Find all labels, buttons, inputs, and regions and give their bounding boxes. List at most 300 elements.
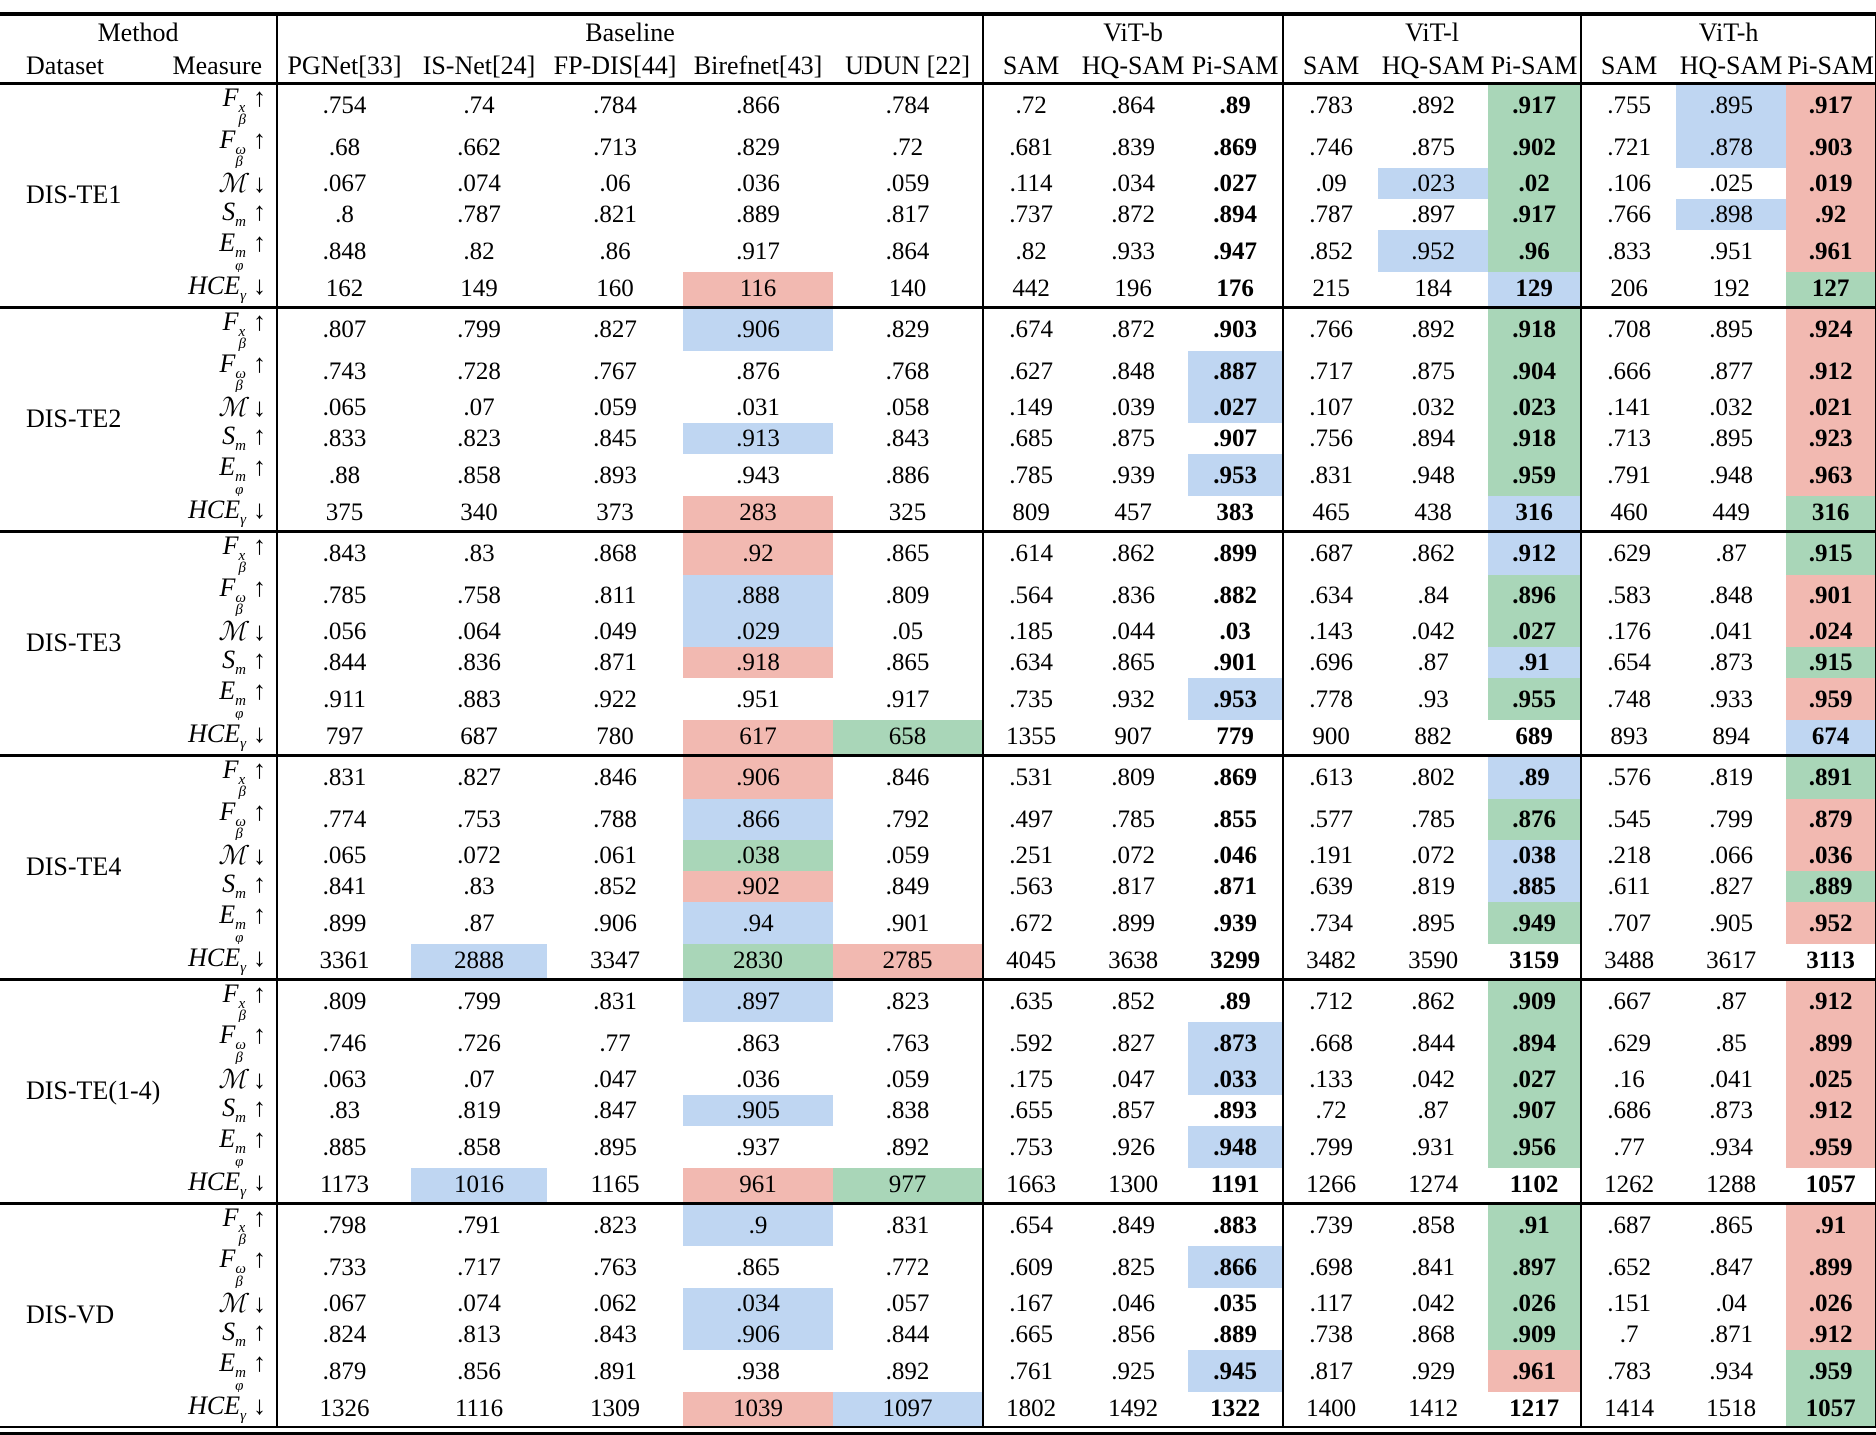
group-header-vit-l: ViT-l [1283, 14, 1581, 50]
dataset-label: DIS-TE(1-4) [0, 979, 161, 1203]
measure-subscript: γ [240, 1408, 247, 1425]
metric-cell: .766 [1607, 201, 1651, 229]
measure-superscript: x [238, 995, 246, 1012]
column-header: HQ-SAM [1078, 50, 1188, 84]
metric-cell: .743 [322, 357, 367, 385]
metric-cell: 340 [460, 499, 498, 527]
metric-cell: .952 [1378, 230, 1488, 272]
metric-cell: .875 [1111, 425, 1155, 453]
metric-cell: .049 [593, 618, 637, 646]
metric-cell: 1288 [1706, 1171, 1757, 1199]
up-arrow-icon: ↑ [253, 574, 267, 602]
metric-cell: .784 [833, 84, 983, 127]
metric-cell: .831 [833, 1203, 983, 1246]
up-arrow-icon: ↑ [253, 1022, 267, 1050]
up-arrow-icon: ↑ [253, 678, 267, 706]
metric-cell: .878 [1676, 127, 1786, 169]
metric-cell: .91 [1786, 1203, 1876, 1246]
metric-cell: .873 [1188, 1022, 1283, 1064]
measure-symbol: ℳ [218, 168, 247, 198]
table-row [0, 496, 1876, 532]
metric-cell: .831 [277, 755, 411, 798]
measure-scripts [235, 1263, 246, 1288]
measure-label [161, 392, 277, 423]
metric-cell: 3617 [1706, 947, 1757, 975]
metric-cell: .072 [457, 842, 501, 870]
metric-cell: .807 [277, 307, 411, 350]
metric-cell: .915 [1786, 531, 1876, 574]
metric-cell: .92 [1786, 199, 1876, 230]
metric-cell: .191 [1309, 842, 1353, 870]
metric-cell: .833 [1607, 237, 1651, 265]
measure-scripts [235, 1039, 246, 1064]
measure-subscript: β [238, 560, 247, 575]
metric-cell: .83 [463, 873, 495, 901]
up-arrow-icon: ↑ [253, 979, 267, 1008]
metric-cell: .592 [1009, 1029, 1053, 1057]
metric-cell: .925 [1111, 1357, 1155, 1385]
measure-label [161, 944, 277, 980]
metric-cell: 882 [1414, 723, 1452, 751]
up-arrow-icon: ↑ [253, 199, 267, 227]
metric-cell: .844 [833, 1319, 983, 1350]
metric-cell: .844 [322, 649, 367, 677]
metric-cell: 196 [1114, 275, 1152, 303]
measure-subscript: φ [235, 929, 244, 944]
measure-scripts [235, 695, 246, 720]
metric-cell: .819 [1411, 873, 1455, 901]
metric-cell: .107 [1309, 394, 1353, 422]
measure-label [161, 454, 277, 496]
metric-cell: .044 [1111, 618, 1155, 646]
metric-cell: 2830 [683, 944, 833, 980]
measure-label [161, 678, 277, 720]
column-header: FP-DIS[44] [547, 50, 683, 84]
column-header: IS-Net[24] [411, 50, 547, 84]
bottom-rule [0, 1432, 1876, 1435]
table-row [0, 1319, 1876, 1350]
measure-symbol: F [219, 350, 236, 378]
metric-cell: .8 [335, 201, 354, 229]
metric-cell: .545 [1607, 805, 1651, 833]
metric-cell: .666 [1607, 357, 1651, 385]
metric-cell: .767 [593, 357, 637, 385]
metric-cell: .824 [322, 1321, 367, 1349]
metric-cell: .791 [1607, 461, 1651, 489]
measure-label [161, 1095, 277, 1126]
measure-subscript: β [235, 153, 243, 169]
metric-cell: .843 [277, 531, 411, 574]
metric-cell: .809 [1078, 755, 1188, 798]
measure-superscript: x [238, 323, 246, 340]
metric-cell: .654 [983, 1203, 1078, 1246]
metric-cell: .151 [1607, 1290, 1651, 1318]
metric-cell: .871 [1709, 1321, 1753, 1349]
measure-symbol: ℳ [218, 1288, 247, 1318]
metric-cell: .531 [983, 755, 1078, 798]
metric-cell: 1663 [1006, 1171, 1057, 1199]
metric-cell: 184 [1414, 275, 1452, 303]
metric-cell: .917 [1488, 84, 1581, 127]
metric-cell: .687 [1283, 531, 1378, 574]
metric-cell: .849 [833, 871, 983, 902]
metric-cell: .895 [1709, 425, 1753, 453]
metric-cell: .907 [1188, 423, 1283, 454]
measure-label [161, 496, 277, 532]
metric-cell: .939 [1111, 461, 1155, 489]
metric-cell: 2785 [833, 944, 983, 980]
metric-cell: 375 [325, 499, 364, 527]
column-header: SAM [1581, 50, 1676, 84]
measure-label [161, 272, 277, 308]
metric-cell: 3113 [1786, 944, 1876, 980]
metric-cell: 1322 [1188, 1392, 1283, 1427]
metric-cell: .865 [1111, 649, 1155, 677]
metric-cell: .906 [683, 307, 833, 350]
metric-cell: .951 [1709, 237, 1753, 265]
metric-cell: .072 [1411, 842, 1455, 870]
measure-subscript: m [235, 886, 247, 903]
measure-label [161, 1126, 277, 1168]
metric-cell: .627 [1009, 357, 1053, 385]
metric-cell: .046 [1188, 840, 1283, 871]
metric-cell: .909 [1488, 979, 1581, 1022]
metric-cell: .877 [1709, 357, 1753, 385]
metric-cell: .066 [1709, 842, 1753, 870]
metric-cell: 1191 [1188, 1168, 1283, 1204]
metric-cell: .892 [833, 1350, 983, 1392]
measure-column-header: Measure [161, 50, 277, 84]
group-header-vit-h: ViT-h [1581, 14, 1876, 50]
metric-cell: .893 [593, 461, 637, 489]
metric-cell: .819 [457, 1097, 501, 1125]
metric-cell: .918 [1488, 423, 1581, 454]
metric-cell: .904 [1488, 351, 1581, 393]
metric-cell: .865 [1676, 1203, 1786, 1246]
metric-cell: .947 [1188, 230, 1283, 272]
metric-cell: .858 [1378, 1203, 1488, 1246]
metric-cell: 977 [833, 1168, 983, 1204]
metric-cell: .866 [683, 799, 833, 841]
metric-cell: .899 [1188, 531, 1283, 574]
metric-cell: .721 [1607, 133, 1651, 161]
metric-cell: .668 [1309, 1029, 1353, 1057]
metric-cell: 1309 [590, 1395, 641, 1423]
group-header-vit-b: ViT-b [983, 14, 1283, 50]
metric-cell: 162 [325, 275, 364, 303]
metric-cell: .754 [277, 84, 411, 127]
measure-symbol: ℳ [218, 392, 247, 422]
metric-cell: .067 [322, 1290, 367, 1318]
metric-cell: .852 [1078, 979, 1188, 1022]
metric-cell: .87 [1676, 531, 1786, 574]
column-header: SAM [1283, 50, 1378, 84]
metric-cell: .866 [1188, 1246, 1283, 1288]
metric-cell: 457 [1114, 499, 1152, 527]
measure-subscript: β [235, 1049, 243, 1065]
up-arrow-icon: ↑ [253, 126, 267, 154]
metric-cell: .019 [1786, 168, 1876, 199]
table-row [0, 944, 1876, 980]
metric-cell: .072 [1111, 842, 1155, 870]
metric-cell: .778 [1309, 685, 1353, 713]
metric-cell: .87 [1417, 1097, 1449, 1125]
metric-cell: .802 [1378, 755, 1488, 798]
metric-cell: .032 [1411, 394, 1455, 422]
metric-cell: .681 [1009, 133, 1053, 161]
metric-cell: .036 [736, 1066, 780, 1094]
metric-cell: .746 [1309, 133, 1353, 161]
metric-cell: 325 [833, 496, 983, 532]
metric-cell: .831 [547, 979, 683, 1022]
metric-cell: .885 [1488, 871, 1581, 902]
metric-cell: 780 [596, 723, 634, 751]
metric-cell: .799 [1709, 805, 1753, 833]
measure-symbol: HCE [188, 271, 241, 301]
measure-subscript: β [238, 1232, 247, 1247]
measure-subscript: m [235, 1334, 247, 1351]
metric-cell: .785 [1111, 805, 1155, 833]
metric-cell: .87 [1676, 979, 1786, 1022]
metric-cell: 3482 [1306, 947, 1357, 975]
metric-cell: .865 [833, 531, 983, 574]
metric-cell: .117 [1309, 1290, 1353, 1318]
up-arrow-icon: ↑ [253, 1319, 267, 1347]
metric-cell: .798 [277, 1203, 411, 1246]
metric-cell: .07 [463, 394, 495, 422]
metric-cell: 689 [1488, 720, 1581, 756]
measure-scripts [235, 813, 247, 841]
metric-cell: .059 [833, 1064, 983, 1095]
metric-cell: 129 [1488, 272, 1581, 308]
metric-cell: .791 [411, 1203, 547, 1246]
measure-label [161, 979, 277, 1022]
up-arrow-icon: ↑ [253, 798, 267, 826]
measure-superscript: m [235, 1141, 247, 1158]
metric-cell: .945 [1188, 1350, 1283, 1392]
measure-label [161, 531, 277, 574]
metric-cell: .912 [1786, 351, 1876, 393]
metric-cell: .91 [1488, 1203, 1581, 1246]
metric-cell: .917 [736, 237, 780, 265]
metric-cell: .894 [1188, 199, 1283, 230]
measure-superscript: m [235, 469, 247, 486]
metric-cell: 383 [1188, 496, 1283, 532]
metric-cell: .94 [683, 902, 833, 944]
up-arrow-icon: ↑ [253, 1203, 267, 1232]
measure-label [161, 127, 277, 169]
measure-symbol: F [222, 1203, 239, 1232]
metric-cell: .827 [1709, 873, 1753, 901]
metric-cell: 192 [1712, 275, 1750, 303]
table-header [0, 14, 1876, 84]
metric-cell: .827 [411, 755, 547, 798]
metric-cell: .77 [1613, 1133, 1645, 1161]
metric-cell: .948 [1411, 461, 1455, 489]
metric-cell: .959 [1786, 1350, 1876, 1392]
metric-cell: 687 [460, 723, 498, 751]
metric-cell: .577 [1309, 805, 1353, 833]
metric-cell: 3347 [590, 947, 641, 975]
metric-cell: .848 [1111, 357, 1155, 385]
table-row [0, 454, 1876, 496]
metric-cell: .91 [1488, 647, 1581, 678]
metric-cell: .875 [1411, 357, 1455, 385]
table-row [0, 1203, 1876, 1246]
metric-cell: .87 [1417, 649, 1449, 677]
metric-cell: .787 [457, 201, 501, 229]
metric-cell: .899 [322, 909, 367, 937]
measure-symbol: F [219, 798, 236, 826]
metric-cell: .497 [1009, 805, 1053, 833]
table-row [0, 1392, 1876, 1427]
down-arrow-icon: ↓ [253, 1064, 267, 1094]
table-row [0, 1288, 1876, 1319]
metric-cell: .858 [457, 1133, 501, 1161]
metric-cell: 1300 [1108, 1171, 1159, 1199]
metric-cell: .167 [1009, 1290, 1053, 1318]
table-row [0, 616, 1876, 647]
table-row [0, 531, 1876, 574]
metric-cell: 1274 [1408, 1171, 1459, 1199]
metric-cell: .7 [1619, 1321, 1639, 1349]
metric-cell: .918 [683, 647, 833, 678]
metric-cell: .896 [1488, 575, 1581, 617]
metric-cell: .882 [1188, 575, 1283, 617]
metric-cell: .938 [736, 1357, 780, 1385]
down-arrow-icon: ↓ [253, 1167, 267, 1197]
metric-cell: .674 [983, 307, 1078, 350]
table-row [0, 423, 1876, 454]
table-row [0, 1022, 1876, 1064]
metric-cell: .763 [833, 1022, 983, 1064]
measure-scripts [235, 1143, 246, 1168]
metric-cell: .836 [457, 649, 501, 677]
up-arrow-icon: ↑ [253, 83, 267, 112]
metric-cell: .748 [1607, 685, 1651, 713]
measure-symbol: F [222, 979, 239, 1008]
table-row [0, 575, 1876, 617]
measure-scripts [235, 1367, 246, 1392]
metric-cell: .83 [328, 1097, 361, 1125]
column-header: PGNet[33] [277, 50, 411, 84]
metric-cell: .858 [457, 461, 501, 489]
metric-cell: .067 [322, 170, 367, 198]
metric-cell: .82 [1015, 237, 1047, 265]
dataset-label: DIS-TE1 [0, 84, 161, 308]
metric-cell: .939 [1188, 902, 1283, 944]
metric-cell: .917 [1786, 84, 1876, 127]
metric-cell: .895 [1676, 307, 1786, 350]
measure-subscript: γ [240, 960, 247, 977]
metric-cell: 3488 [1604, 947, 1655, 975]
measure-subscript: φ [235, 257, 244, 272]
metric-cell: .707 [1607, 909, 1651, 937]
metric-cell: .07 [463, 1066, 495, 1094]
metric-cell: .883 [1188, 1203, 1283, 1246]
metric-cell: 442 [1012, 275, 1050, 303]
metric-cell: .737 [1009, 201, 1053, 229]
metric-cell: .175 [1009, 1066, 1053, 1094]
metric-cell: .909 [1488, 1319, 1581, 1350]
metric-cell: 809 [1012, 499, 1050, 527]
measure-symbol: HCE [188, 1391, 241, 1421]
metric-cell: .686 [1607, 1097, 1651, 1125]
down-arrow-icon: ↓ [253, 1391, 267, 1421]
metric-cell: .031 [736, 394, 780, 422]
table-row [0, 647, 1876, 678]
measure-symbol: S [222, 1319, 236, 1347]
metric-cell: .056 [322, 618, 367, 646]
metric-cell: .823 [457, 425, 501, 453]
metric-cell: .047 [593, 1066, 637, 1094]
metric-cell: .03 [1188, 616, 1283, 647]
metric-cell: .929 [1411, 1357, 1455, 1385]
metric-cell: .026 [1786, 1288, 1876, 1319]
metric-cell: .823 [833, 979, 983, 1022]
metric-cell: 206 [1610, 275, 1648, 303]
metric-cell: .841 [322, 873, 367, 901]
measure-symbol: E [219, 678, 236, 706]
metric-cell: .865 [736, 1253, 780, 1281]
metric-cell: .961 [1488, 1350, 1581, 1392]
metric-cell: .955 [1488, 678, 1581, 720]
metric-cell: .959 [1786, 678, 1876, 720]
metric-cell: .698 [1309, 1253, 1353, 1281]
measure-symbol: F [222, 755, 239, 784]
measure-label [161, 840, 277, 871]
metric-cell: .895 [593, 1133, 637, 1161]
column-header: Pi-SAM [1188, 50, 1283, 84]
metric-cell: .943 [736, 461, 780, 489]
metric-cell: .897 [683, 979, 833, 1022]
measure-symbol: S [222, 199, 236, 227]
metric-cell: .894 [1411, 425, 1455, 453]
metric-cell: .843 [593, 1321, 637, 1349]
metric-cell: .09 [1315, 170, 1347, 198]
measure-subscript: m [235, 214, 247, 231]
metric-cell: .922 [593, 685, 637, 713]
measure-label [161, 647, 277, 678]
up-arrow-icon: ↑ [253, 1095, 267, 1123]
table-body [0, 84, 1876, 1427]
measure-label [161, 799, 277, 841]
metric-cell: .817 [1309, 1357, 1353, 1385]
metric-cell: .827 [547, 307, 683, 350]
measure-symbol: HCE [188, 719, 241, 749]
metric-cell: 961 [683, 1168, 833, 1204]
measure-subscript: β [235, 1273, 243, 1289]
metric-cell: 1400 [1306, 1395, 1357, 1423]
metric-cell: .897 [1488, 1246, 1581, 1288]
measure-scripts [238, 771, 247, 799]
metric-cell: .728 [457, 357, 501, 385]
metric-cell: .948 [1709, 461, 1753, 489]
column-header: Birefnet[43] [683, 50, 833, 84]
column-header: SAM [983, 50, 1078, 84]
metric-cell: .895 [1411, 909, 1455, 937]
metric-cell: .888 [683, 575, 833, 617]
metric-cell: 160 [596, 275, 634, 303]
metric-cell: .886 [833, 454, 983, 496]
metric-cell: .848 [1709, 581, 1753, 609]
metric-cell: 779 [1188, 720, 1283, 756]
metric-cell: .856 [457, 1357, 501, 1385]
metric-cell: .831 [1309, 461, 1353, 489]
metric-cell: .057 [833, 1288, 983, 1319]
metric-cell: 1217 [1488, 1392, 1581, 1427]
metric-cell: .865 [833, 647, 983, 678]
